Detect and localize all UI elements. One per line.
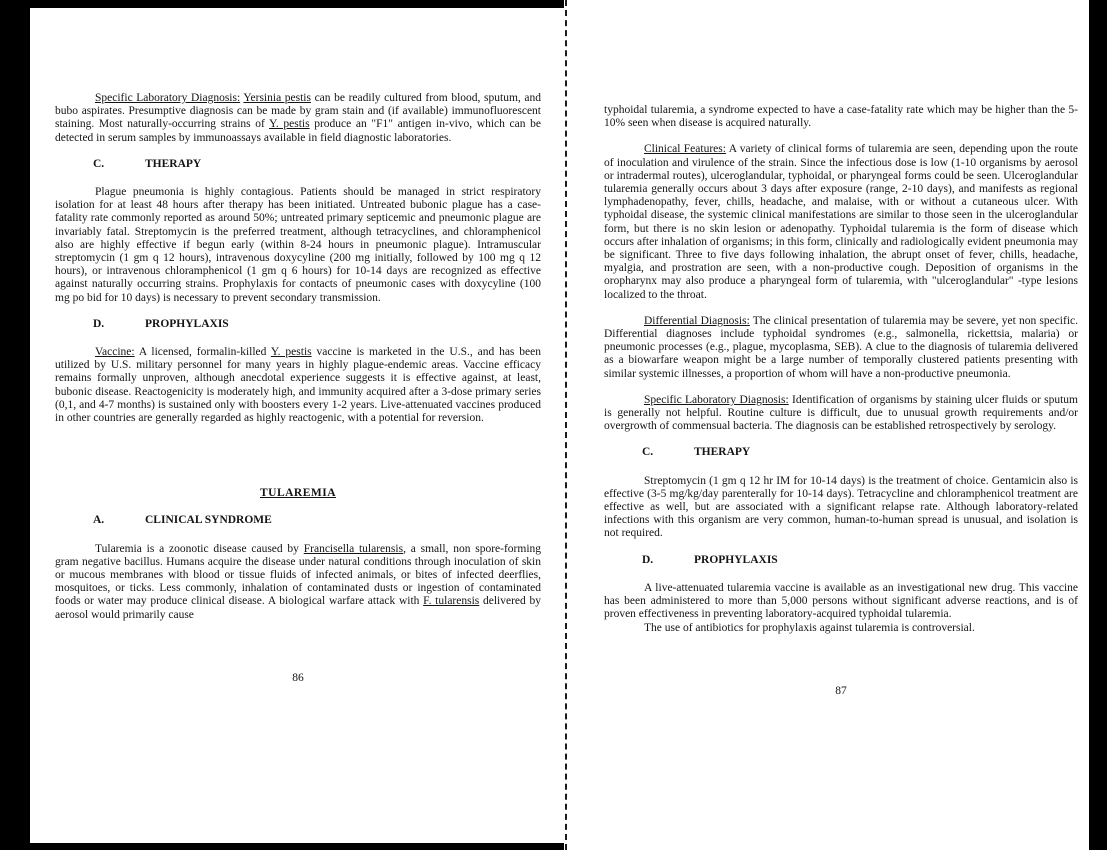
- paragraph: [604, 475, 1078, 541]
- page-right: [604, 0, 1078, 698]
- section-letter: D.: [93, 317, 105, 330]
- section-letter: A.: [93, 514, 105, 527]
- section-title: CLINICAL SYNDROME: [145, 514, 272, 527]
- text-run: Plague pneumonia is highly contagious. Patients should be managed in strict respiratory isolation for at least 48 hours after therapy has been initiated. Untreated bubonic plague has a case-fatality rate commonly reported as around 50%; untreated primary septicemic and pneumonic plague are invariably fatal. Streptomycin is the preferred treatment, although tetracyclines, and chloramphenicol also are highly effective if begun early (within 8-24 hours in pneumonic plague). Intramuscular streptomycin (1 gm q 12 hours), intravenous doxycyline (200 mg initially, followed by 100 mg q 12 hours), or intravenous chloramphenicol (1 gm q 6 hours) for 10-14 days are recognized as effective against naturally occurring strains. Prophylaxis for contacts of pneumonic cases with doxycyline (100 mg po bid for 10 days) is necessary to prevent secondary transmission.: [55, 186, 541, 304]
- text-run: Identification of organisms by staining ulcer fluids or sputum is generally not helpful. Routine culture is difficult, due to unusual growth requirements and/or overgrowth of commensual bacteria. The diagnosis can be established retrospectively by serology.: [604, 393, 1078, 433]
- chapter-title-text: TULAREMIA: [259, 487, 337, 500]
- scan-edge-right: [1089, 0, 1107, 850]
- page-number: 86: [292, 671, 304, 684]
- underlined-term: Yersinia pestis: [243, 92, 311, 104]
- page-fold-divider: [565, 0, 567, 850]
- section-letter: C.: [93, 157, 105, 170]
- paragraph: [55, 346, 541, 425]
- underlined-term: Francisella tularensis: [303, 542, 404, 555]
- page-number: 87: [835, 684, 847, 697]
- underlined-term: Specific Laboratory Diagnosis:: [644, 393, 789, 406]
- section-title: THERAPY: [694, 446, 751, 459]
- paragraph: [55, 92, 541, 145]
- text-run: can be readily cultured from blood, sputum, and bubo aspirates. Presumptive diagnosis can be made by gram stain and (if available) immunofluorescent staining. Most naturally-occurring strains of: [55, 92, 541, 131]
- text-run: produce an "F1" antigen in-vivo, which can be detected in serum samples by immunoassays available in field diagnostic laboratories.: [55, 118, 541, 144]
- section-letter: C.: [642, 446, 654, 459]
- section-heading: [55, 318, 541, 331]
- text-run: The clinical presentation of tularemia may be severe, yet non specific. Differential diagnoses include typhoidal syndromes (e.g., salmonella, rickettsia, malaria) or pneumonic processes (e.g., plague, mycoplasma, SEB). A clue to the diagnosis of tularemia delivered as a biowarfare weapon might be a large number of temporally clustered patients presenting with similar systemic illnesses, a proportion of whom will have a non-productive pneumonia.: [604, 314, 1078, 380]
- text-run: typhoidal tularemia, a syndrome expected to have a case-fatality rate which may be higher than the 5-10% seen when disease is acquired naturally.: [604, 104, 1078, 130]
- underlined-term: Differential Diagnosis:: [644, 314, 750, 327]
- section-heading: [55, 158, 541, 171]
- section-heading: [604, 446, 1078, 459]
- section-title: PROPHYLAXIS: [145, 317, 229, 330]
- text-run: , a small, non spore-forming gram negative bacillus. Humans acquire the disease under natural conditions through inoculation of skin or mucous membranes with blood or tissue fluids of infected animals, or bites of infected deerflies, mosquitoes, or ticks. Less commonly, inhalation of contaminated dusts or ingestion of contaminated foods or water may produce clinical disease. A biological warfare attack with: [55, 542, 542, 608]
- paragraph: [604, 622, 1078, 635]
- paragraph: [604, 315, 1078, 381]
- paragraph: [604, 104, 1078, 130]
- underlined-term: Specific Laboratory Diagnosis:: [95, 92, 241, 104]
- section-heading: [55, 514, 541, 527]
- underlined-term: Y. pestis: [269, 118, 310, 131]
- text-run: A variety of clinical forms of tularemia are seen, depending upon the route of inoculation and virulence of the strain. Since the infectious dose is low (1-10 organisms by aerosol or intradermal routes), ulceroglandular, typhoidal, or pharyngeal forms could be seen. Ulceroglandular tularemia generally occurs about 3 days after exposure (range, 2-10 days), and manifests as regional lymphadenopathy, fever, chills, headache, and malaise, with or without a cutaneous ulcer. With typhoidal disease, the systemic clinical manifestations are similar to those seen in the ulceroglandular form, but there is no skin lesion or adenopathy. Typhoidal tularemia is the form of disease which occurs after inhalation of organisms; in this form, clinically and radiologically evident pneumonia may be significant. Three to five days following inhalation, the abrupt onset of fever, chills, headache, myalgia, and prostration are seen, with a non-productive cough. Deposition of organisms in the oropharynx may also produce a pharyngeal form of tularemia, with "ulceroglandular" -type lesions localized to the throat.: [604, 143, 1078, 301]
- text-run: vaccine is marketed in the U.S., and has been utilized by U.S. military personnel for many years in highly plague-endemic areas. Vaccine efficacy remains formally unproven, although anecdotal experience suggests it is effective against, at least, bubonic disease. Reactogenicity is moderately high, and immunity acquired after a 3-dose primary series (0,1, and 4-7 months) is sustained only with boosters every 1-2 years. Live-attenuated vaccines produced in other countries are generally regarded as highly reactogenic, with a potential for reversion.: [55, 346, 541, 425]
- text-run: The use of antibiotics for prophylaxis against tularemia is controversial.: [644, 621, 975, 634]
- paragraph: [604, 143, 1078, 301]
- text-run: delivered by aerosol would primarily cause: [55, 595, 541, 621]
- underlined-term: Vaccine:: [95, 346, 135, 359]
- scan-artifact-bottom: [30, 843, 564, 850]
- text-run: A live-attenuated tularemia vaccine is available as an investigational new drug. This vaccine has been administered to more than 5,000 persons without significant adverse reactions, and is of proven effectiveness in preventing laboratory-acquired typhoidal tularemia.: [604, 581, 1078, 621]
- section-title: PROPHYLAXIS: [694, 553, 778, 566]
- section-letter: D.: [642, 553, 654, 566]
- scan-edge-left: [0, 0, 30, 850]
- underlined-term: F. tularensis: [423, 595, 480, 608]
- text-run: Streptomycin (1 gm q 12 hr IM for 10-14 days) is the treatment of choice. Gentamicin also is effective (3-5 mg/kg/day parenterally for 10-14 days). Tetracycline and chloramphenicol treatment are effective as well, but are associated with a significant relapse rate. Although laboratory-related infections with this organism are very common, human-to-human spread is unusual, and isolation is not required.: [604, 474, 1078, 540]
- chapter-title: [55, 487, 541, 500]
- paragraph: [55, 186, 541, 305]
- underlined-term: Clinical Features:: [644, 143, 726, 156]
- text-run: Tularemia is a zoonotic disease caused by: [95, 542, 304, 555]
- section-title: THERAPY: [145, 157, 202, 170]
- section-heading: [604, 554, 1078, 567]
- paragraph: [604, 582, 1078, 622]
- paragraph: [55, 543, 541, 622]
- page-left: [55, 0, 541, 685]
- underlined-term: Y. pestis: [270, 346, 312, 359]
- paragraph: [604, 394, 1078, 434]
- text-run: A licensed, formalin-killed: [134, 346, 271, 359]
